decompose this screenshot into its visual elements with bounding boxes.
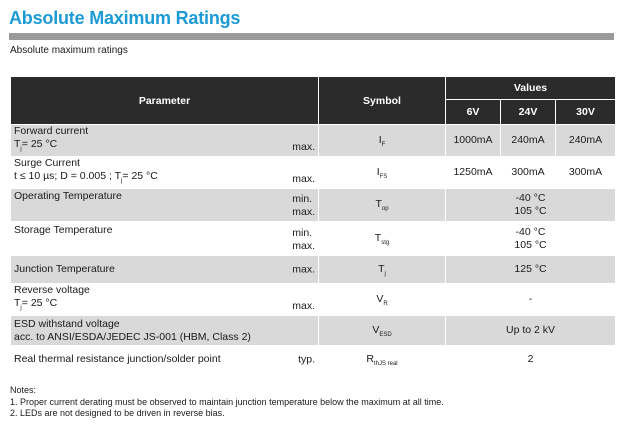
value-6v: 1250mA <box>446 157 501 189</box>
table-caption: Absolute maximum ratings <box>10 45 128 56</box>
table-row <box>11 222 616 256</box>
note-item: 2. LEDs are not designed to be driven in reverse bias. <box>10 408 225 418</box>
value-all: Up to 2 kV <box>446 316 616 346</box>
parameter-name: Forward current <box>14 125 89 137</box>
parameter-condition: acc. to ANSI/ESDA/JEDEC JS-001 (HBM, Class 2) <box>14 330 251 343</box>
symbol-cell: $I_{FS}$ <box>319 157 446 189</box>
table-row <box>11 189 616 222</box>
parameter-cell <box>11 256 319 284</box>
limit-type: min. max. <box>292 193 315 219</box>
limit-type: max. <box>292 141 315 154</box>
parameter-condition: t ≤ 10 µs; D = 0.005 ; $T_j= 25$ °C <box>14 170 158 185</box>
value-all: 2 <box>446 346 616 374</box>
parameter-name: Storage Temperature <box>14 224 113 237</box>
limit-type: typ. <box>298 353 315 366</box>
value-30v: 240mA <box>556 125 616 157</box>
parameter-cell <box>11 157 319 189</box>
symbol-cell: $V_R$ <box>319 284 446 316</box>
parameter-name: Real thermal resistance junction/solder point <box>14 353 221 366</box>
note-item: 1. Proper current derating must be observed to maintain junction temperature below the maximum at all time. <box>10 396 444 407</box>
header-col-24v: 24V <box>501 100 556 125</box>
parameter-cell <box>11 316 319 346</box>
limit-type: max. <box>292 263 315 276</box>
notes-heading: Notes: <box>10 385 37 395</box>
limit-type: max. <box>292 173 315 186</box>
table-row <box>11 125 616 157</box>
section-title: Absolute Maximum Ratings <box>9 8 241 28</box>
parameter-name: ESD withstand voltage <box>14 317 120 330</box>
table-row <box>11 256 616 284</box>
parameter-cell <box>11 125 319 157</box>
header-parameter: Parameter <box>11 77 319 125</box>
symbol-cell: $I_F$ <box>319 125 446 157</box>
limit-type: min. max. <box>292 227 315 253</box>
value-all: - <box>446 284 616 316</box>
parameter-name: Reverse voltage <box>14 284 90 297</box>
limit-type: max. <box>292 300 315 313</box>
table-row <box>11 157 616 189</box>
value-range: -40 °C 105 °C <box>446 222 616 256</box>
symbol-cell: $R_{thJS real}$ <box>319 346 446 374</box>
header-col-6v: 6V <box>446 100 501 125</box>
table-row <box>11 284 616 316</box>
parameter-name: Operating Temperature <box>14 190 122 203</box>
parameter-name: Surge Current <box>14 157 80 170</box>
header-values: Values <box>446 77 616 100</box>
symbol-cell: $V_{ESD}$ <box>319 316 446 346</box>
header-col-30v: 30V <box>556 100 616 125</box>
table-row <box>11 346 616 374</box>
table-row <box>11 316 616 346</box>
value-range: -40 °C 105 °C <box>446 189 616 222</box>
value-all: 125 °C <box>446 256 616 284</box>
parameter-cell <box>11 346 319 374</box>
parameter-cell <box>11 189 319 222</box>
value-6v: 1000mA <box>446 125 501 157</box>
title-rule <box>9 33 614 40</box>
parameter-condition: $T_j= 25$ °C <box>14 297 58 312</box>
value-30v: 300mA <box>556 157 616 189</box>
parameter-cell <box>11 284 319 316</box>
notes <box>10 385 444 420</box>
symbol-cell: $T_{op}$ <box>319 189 446 222</box>
value-24v: 300mA <box>501 157 556 189</box>
header-symbol: Symbol <box>319 77 446 125</box>
value-24v: 240mA <box>501 125 556 157</box>
ratings-table <box>10 76 616 374</box>
parameter-condition: $T_j= 25$ °C <box>14 138 58 153</box>
symbol-cell: $T_j$ <box>319 256 446 284</box>
symbol-cell: $T_{stg}$ <box>319 222 446 256</box>
parameter-name: Junction Temperature <box>14 263 115 276</box>
parameter-cell <box>11 222 319 256</box>
